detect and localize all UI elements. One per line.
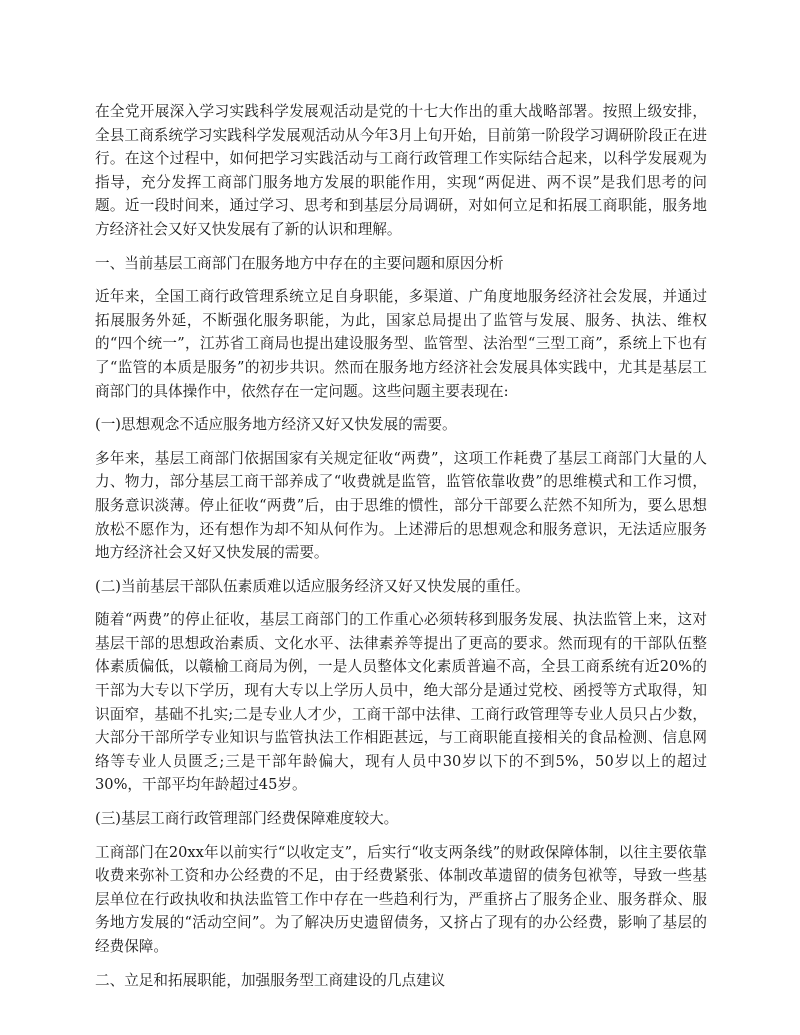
section-1-heading: 一、当前基层工商部门在服务地方中存在的主要问题和原因分析 [95, 254, 504, 272]
section-2-heading: 二、立足和拓展职能，加强服务型工商建设的几点建议 [95, 971, 446, 989]
document-body [95, 100, 707, 1002]
section-1-paragraph: 近年来，全国工商行政管理系统立足自身职能，多渠道、广角度地服务经济社会发展，并通过拓展服务外延，不断强化服务职能，为此，国家总局提出了监管与发展、服务、执法、维权的“四个统一”，江苏省工商局也提出建设服务型、监管型、法治型“三型工商”，系统上下也有了“监管的本质是服务”的初步共识。然而在服务地方经济社会发展具体实践中，尤其是基层工商部门的具体操作中，依然存在一定问题。这些问题主要表现在: [95, 288, 707, 400]
subsection-3-heading: (三)基层工商行政管理部门经费保障难度较大。 [95, 810, 399, 828]
subsection-2-paragraph: 随着“两费”的停止征收，基层工商部门的工作重心必须转移到服务发展、执法监管上来，这对基层干部的思想政治素质、文化水平、法律素养等提出了更高的要求。然而现有的干部队伍整体素质偏低，以赣榆工商局为例，一是人员整体文化素质普遍不高，全县工商系统有近20%的干部为大专以下学历，现有大专以上学历人员中，绝大部分是通过党校、函授等方式取得，知识面窄，基础不扎实;二是专业人才少，工商干部中法律、工商行政管理等专业人员只占少数，大部分干部所学专业知识与监管执法工作相距甚远，与工商职能直接相关的食品检测、信息网络等专业人员匮乏;三是干部年龄偏大，现有人员中30岁以下的不到5%，50岁以上的超过30%，干部平均年龄超过45岁。 [95, 611, 707, 794]
subsection-1-heading: (一)思想观念不适应服务地方经济又好又快发展的需要。 [95, 416, 457, 434]
subsection-2-heading: (二)当前基层干部队伍素质难以适应服务经济又好又快发展的重任。 [95, 577, 530, 595]
subsection-3-paragraph: 工商部门在20xx年以前实行“以收定支”，后实行“收支两条线”的财政保障体制，以往主要依靠收费来弥补工资和办公经费的不足，由于经费紧张、体制改革遗留的债务包袱等，导致一些基层单位在行政执收和执法监管工作中存在一些趋利行为，严重挤占了服务企业、服务群众、服务地方发展的“活动空间”。为了解决历史遗留债务，又挤占了现有的办公经费，影响了基层的经费保障。 [95, 843, 707, 955]
intro-paragraph: 在全党开展深入学习实践科学发展观活动是党的十七大作出的重大战略部署。按照上级安排，全县工商系统学习实践科学发展观活动从今年3月上旬开始，目前第一阶段学习调研阶段正在进行。在这个过程中，如何把学习实践活动与工商行政管理工作实际结合起来，以科学发展观为指导，充分发挥工商部门服务地方发展的职能作用，实现“两促进、两不误”是我们思考的问题。近一段时间来，通过学习、思考和到基层分局调研，对如何立足和拓展工商职能，服务地方经济社会又好又快发展有了新的认识和理解。 [95, 103, 707, 238]
subsection-1-paragraph: 多年来，基层工商部门依据国家有关规定征收“两费”，这项工作耗费了基层工商部门大量的人力、物力，部分基层工商干部养成了“收费就是监管，监管依靠收费”的思维模式和工作习惯，服务意识淡薄。停止征收“两费”后，由于思维的惯性，部分干部要么茫然不知所为，要么思想放松不愿作为，还有想作为却不知从何作为。上述滞后的思想观念和服务意识，无法适应服务地方经济社会又好又快发展的需要。 [95, 449, 707, 562]
